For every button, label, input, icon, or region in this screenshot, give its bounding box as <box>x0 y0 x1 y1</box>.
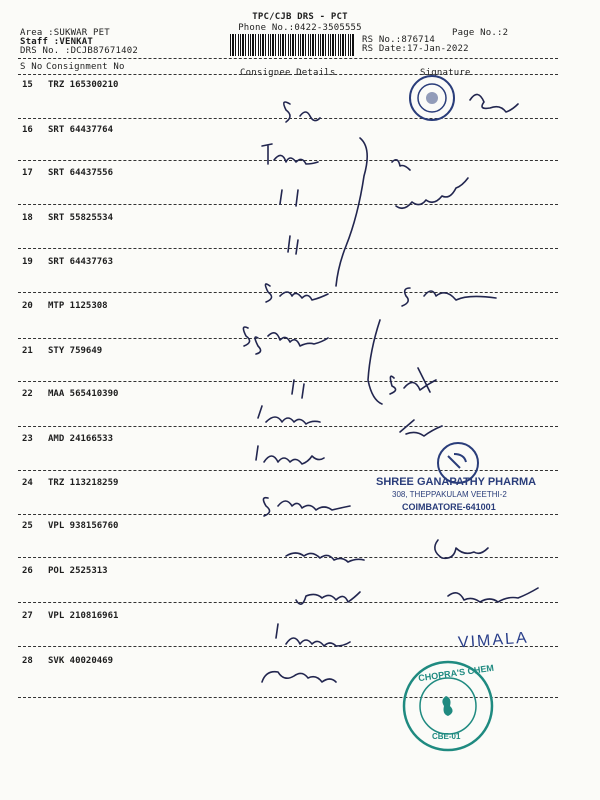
row-consignment: VPL 210816961 <box>48 611 119 621</box>
chopras-chem-name: CHOPRA'S CHEM <box>417 662 495 684</box>
row-sno: 25 <box>22 521 33 531</box>
page-number: Page No.:2 <box>452 28 509 38</box>
row-consignment: SRT 64437763 <box>48 257 114 267</box>
row-divider <box>18 338 558 339</box>
handwritten-vimala: VIMALA <box>457 629 530 652</box>
row-divider <box>18 204 558 205</box>
col-sno: S No <box>20 62 43 72</box>
pharma-stamp-name: SHREE GANAPATHY PHARMA <box>376 476 537 488</box>
row-divider <box>18 557 558 558</box>
header-divider-top <box>18 58 558 59</box>
pharma-stamp-city: COIMBATORE-641001 <box>402 502 496 512</box>
row-consignment: AMD 24166533 <box>48 434 114 444</box>
row-consignment: SVK 40020469 <box>48 656 114 666</box>
area-label: Area :SUKWAR PET <box>20 28 110 38</box>
row-consignment: TRZ 165300210 <box>48 80 119 90</box>
row-sno: 17 <box>22 168 33 178</box>
row-divider <box>18 160 558 161</box>
rs-number: RS No.:876714 <box>362 35 436 45</box>
row-sno: 21 <box>22 346 33 356</box>
row-sno: 18 <box>22 213 33 223</box>
row-divider <box>18 602 558 603</box>
row-divider <box>18 292 558 293</box>
row-sno: 23 <box>22 434 33 444</box>
col-consignment: Consignment No <box>46 62 125 72</box>
row-sno: 28 <box>22 656 33 666</box>
row-consignment: MTP 1125308 <box>48 301 108 311</box>
pharma-stamp-address: 308, THEPPAKULAM VEETHI-2 <box>392 490 507 499</box>
row-sno: 19 <box>22 257 33 267</box>
rs-date: RS Date:17-Jan-2022 <box>362 44 469 54</box>
row-consignment: VPL 938156760 <box>48 521 119 531</box>
row-sno: 24 <box>22 478 33 488</box>
col-consignee-details: Consignee Details <box>240 68 336 78</box>
row-sno: 26 <box>22 566 33 576</box>
row-sno: 22 <box>22 389 33 399</box>
chopras-chem-code: CBE-01 <box>432 732 461 741</box>
row-sno: 16 <box>22 125 33 135</box>
row-divider <box>18 118 558 119</box>
phone-number: Phone No.:0422-3505555 <box>238 23 362 33</box>
row-divider <box>18 248 558 249</box>
row-sno: 27 <box>22 611 33 621</box>
drs-number: DRS No. :DCJB87671402 <box>20 46 138 56</box>
barcode <box>230 34 354 56</box>
row-consignment: POL 2525313 <box>48 566 108 576</box>
round-stamp-icon <box>408 74 456 122</box>
col-signature: Signature <box>420 68 471 78</box>
header-divider-bottom <box>18 74 558 75</box>
staff-label: Staff :VENKAT <box>20 37 94 47</box>
row-sno: 20 <box>22 301 33 311</box>
row-consignment: SRT 64437556 <box>48 168 114 178</box>
row-consignment: STY 759649 <box>48 346 103 356</box>
row-consignment: SRT 55825534 <box>48 213 114 223</box>
document-title: TPC/CJB DRS - PCT <box>252 12 348 22</box>
row-divider <box>18 426 558 427</box>
row-divider <box>18 514 558 515</box>
row-consignment: TRZ 113218259 <box>48 478 119 488</box>
row-consignment: SRT 64437764 <box>48 125 114 135</box>
row-sno: 15 <box>22 80 33 90</box>
row-consignment: MAA 565410390 <box>48 389 119 399</box>
row-divider <box>18 381 558 382</box>
